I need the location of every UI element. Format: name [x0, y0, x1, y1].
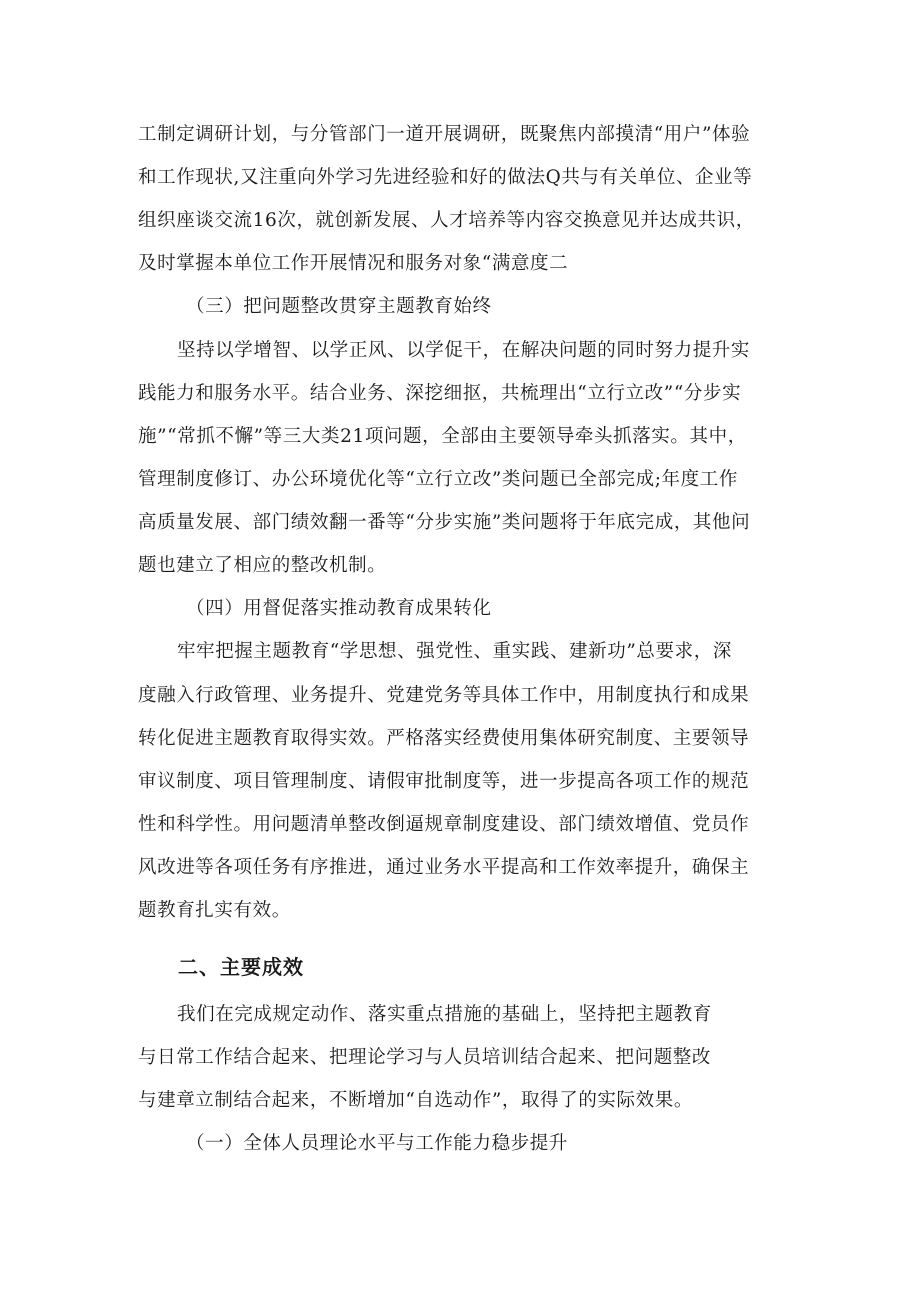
subsection-heading-1: （一）全体人员理论水平与工作能力稳步提升: [186, 1133, 569, 1154]
paragraph-line: 及时掌握本单位工作开展情况和服务对象“满意度二: [138, 253, 569, 274]
paragraph-line: 与日常工作结合起来、把理论学习与人员培训结合起来、把问题整改: [138, 1047, 712, 1068]
paragraph-line: 我们在完成规定动作、落实重点措施的基础上，坚持把主题教育: [177, 1004, 712, 1025]
main-section-heading: 二、主要成效: [178, 955, 304, 979]
paragraph-line: 工制定调研计划，与分管部门一道开展调研，既聚焦内部摸清“用户”体验: [138, 124, 751, 145]
paragraph-line: 性和科学性。用问题清单整改倒逼规章制度建设、部门绩效增值、党员作: [138, 814, 750, 835]
paragraph-line: 题教育扎实有效。: [138, 900, 291, 921]
paragraph-line: 高质量发展、部门绩效翻一番等“分步实施”类问题将于年底完成，其他问: [138, 512, 751, 533]
paragraph-line: 牢牢把握主题教育“学思想、强党性、重实践、建新功”总要求，深: [177, 641, 732, 662]
paragraph-line: 组织座谈交流16次，就创新发展、人才培养等内容交换意见并达成共识，: [138, 210, 755, 231]
paragraph-line: 坚持以学增智、以学正风、以学促干，在解决问题的同时努力提升实: [177, 340, 751, 361]
paragraph-line: 审议制度、项目管理制度、请假审批制度等，进一步提高各项工作的规范: [138, 771, 750, 792]
section-heading-4: （四）用督促落实推动教育成果转化: [186, 598, 492, 619]
paragraph-line: 题也建立了相应的整改机制。: [138, 555, 387, 576]
paragraph-line: 践能力和服务水平。结合业务、深挖细抠，共梳理出“立行立改”“分步实: [138, 383, 742, 404]
paragraph-line: 转化促进主题教育取得实效。严格落实经费使用集体研究制度、主要领导: [138, 728, 750, 749]
paragraph-line: 与建章立制结合起来，不断增加“自选动作”，取得了的实际效果。: [138, 1090, 693, 1111]
paragraph-line: 风改进等各项任务有序推进，通过业务水平提高和工作效率提升，确保主: [138, 857, 750, 878]
paragraph-line: 度融入行政管理、业务提升、党建党务等具体工作中，用制度执行和成果: [138, 685, 750, 706]
paragraph-line: 施”“常抓不懈”等三大类21项问题，全部由主要领导牵头抓落实。其中，: [138, 426, 747, 447]
paragraph-line: 管理制度修订、办公环境优化等“立行立改”类问题已全部完成;年度工作: [138, 469, 738, 490]
section-heading-3: （三）把问题整改贯穿主题教育始终: [186, 296, 492, 317]
paragraph-line: 和工作现状,又注重向外学习先进经验和好的做法Q共与有关单位、企业等: [138, 167, 753, 188]
